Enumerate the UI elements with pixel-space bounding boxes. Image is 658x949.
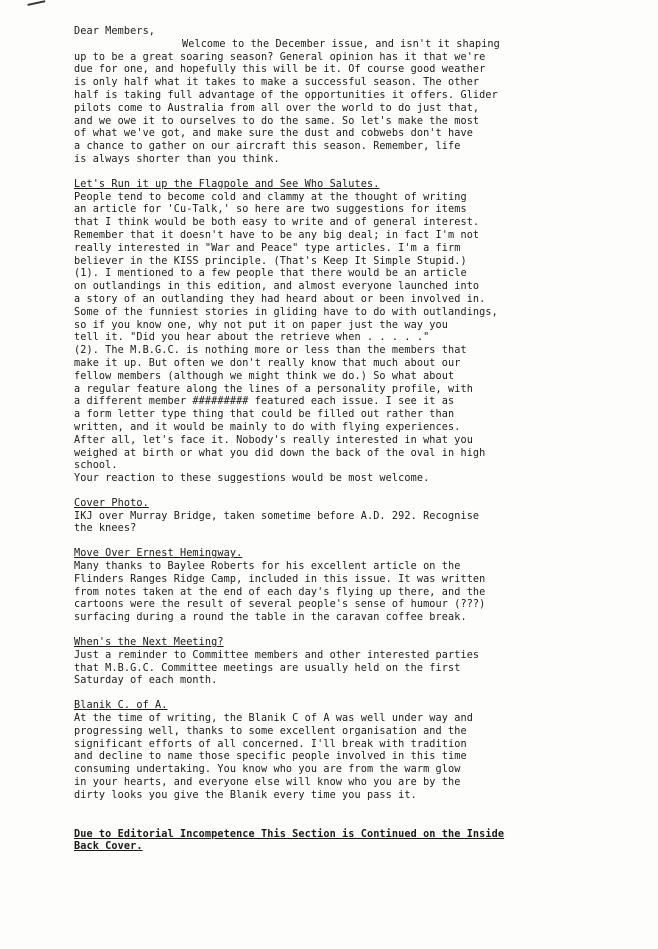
section-line: a regular feature along the lines of a personality profile, with — [74, 383, 473, 395]
section-line: school. — [74, 460, 118, 472]
section-line: Saturday of each month. — [74, 675, 218, 687]
section-line: written, and it would be mainly to do with flying experiences. — [74, 421, 461, 433]
intro-line: due for one, and hopefully this will be it. Of course good weather — [74, 64, 486, 76]
continued-line: Back Cover. — [74, 841, 143, 853]
intro-paragraph — [74, 39, 634, 167]
section-line: make it up. But often we don't really know that much about our — [74, 357, 461, 369]
section-heading: Move Over Ernest Hemingway. — [74, 548, 243, 560]
section-line: so if you know one, why not put it on paper just the way you — [74, 319, 449, 331]
intro-line: pilots come to Australia from all over the world to do just that, — [74, 102, 480, 114]
section-line: progressing well, thanks to some excellent organisation and the — [74, 725, 467, 737]
intro-line: up to be a great soaring season? General opinion has it that we're — [74, 51, 486, 63]
section-next-meeting — [74, 637, 634, 688]
section-line: an article for 'Cu-Talk,' so here are two suggestions for items — [74, 204, 467, 216]
editorial-letter — [74, 26, 634, 854]
section-line: a different member ######### featured each issue. I see it as — [74, 396, 455, 408]
section-line: IKJ over Murray Bridge, taken sometime before A.D. 292. Recognise — [74, 510, 480, 522]
section-heading: Let's Run it up the Flagpole and See Who Salutes. — [74, 178, 380, 190]
section-heading: When's the Next Meeting? — [74, 637, 224, 649]
section-line: a form letter type thing that could be filled out rather than — [74, 409, 455, 421]
section-line: Some of the funniest stories in gliding have to do with outlandings, — [74, 306, 498, 318]
section-flagpole — [74, 179, 634, 486]
section-line: on outlandings in this edition, and almost everyone launched into — [74, 281, 480, 293]
section-line: significant efforts of all concerned. I'll break with tradition — [74, 738, 467, 750]
section-line: a story of an outlanding they had heard about or been involved in. — [74, 293, 486, 305]
section-line: (1). I mentioned to a few people that there would be an article — [74, 268, 467, 280]
continued-line: Due to Editorial Incompetence This Section is Continued on the Inside — [74, 828, 505, 840]
section-line: Your reaction to these suggestions would be most welcome. — [74, 473, 430, 485]
corner-pen-mark — [27, 0, 46, 12]
section-cover-photo — [74, 498, 634, 536]
section-line: Many thanks to Baylee Roberts for his excellent article on the — [74, 561, 461, 573]
salutation: Dear Members, — [74, 26, 156, 37]
section-line: really interested in "War and Peace" type articles. I'm a firm — [74, 242, 461, 254]
section-line: Just a reminder to Committee members and other interested parties — [74, 649, 480, 661]
intro-line: and we owe it to ourselves to do the same. So let's make the most — [74, 115, 480, 127]
intro-line: half is taking full advantage of the opportunities it offers. Glider — [74, 89, 498, 101]
section-line: that M.B.G.C. Committee meetings are usually held on the first — [74, 662, 461, 674]
intro-line: is always shorter than you think. — [74, 153, 280, 165]
section-line: dirty looks you give the Blanik every time you pass it. — [74, 789, 417, 801]
intro-line: Welcome to the December issue, and isn't it shaping — [182, 38, 500, 50]
section-line: and decline to name those specific people involved in this time — [74, 751, 467, 763]
section-line: surfacing during a round the table in the caravan coffee break. — [74, 612, 467, 624]
section-line: weighed at birth or what you did down the back of the oval in high — [74, 447, 486, 459]
section-line: the knees? — [74, 523, 137, 535]
section-line: People tend to become cold and clammy at the thought of writing — [74, 191, 467, 203]
section-heading: Cover Photo. — [74, 497, 149, 509]
section-heading: Blanik C. of A. — [74, 700, 168, 712]
intro-line: of what we've got, and make sure the dust and cobwebs don't have — [74, 128, 473, 140]
section-line: At the time of writing, the Blanik C of A was well under way and — [74, 713, 473, 725]
section-line: After all, let's face it. Nobody's really interested in what you — [74, 434, 473, 446]
section-line: fellow members (although we might think we do.) So what about — [74, 370, 455, 382]
section-line: (2). The M.B.G.C. is nothing more or less than the members that — [74, 345, 467, 357]
section-line: in your hearts, and everyone else will know who you are by the — [74, 777, 461, 789]
section-hemingway — [74, 548, 634, 625]
section-line: consuming undertaking. You know who you are from the warm glow — [74, 764, 461, 776]
intro-line: a chance to gather on our aircraft this season. Remember, life — [74, 141, 461, 153]
section-line: from notes taken at the end of each day's flying up there, and the — [74, 586, 486, 598]
section-line: cartoons were the result of several people's sense of humour (???) — [74, 599, 486, 611]
section-line: believer in the KISS principle. (That's Keep It Simple Stupid.) — [74, 255, 467, 267]
section-line: Flinders Ranges Ridge Camp, included in this issue. It was written — [74, 573, 486, 585]
section-blanik — [74, 700, 634, 802]
section-line: that I think would be both easy to write and of general interest. — [74, 217, 480, 229]
intro-line: is only half what it takes to make a successful season. The other — [74, 77, 480, 89]
continued-note — [74, 829, 634, 855]
section-line: Remember that it doesn't have to be any big deal; in fact I'm not — [74, 229, 480, 241]
section-line: tell it. "Did you hear about the retrieve when . . . . ." — [74, 332, 430, 344]
